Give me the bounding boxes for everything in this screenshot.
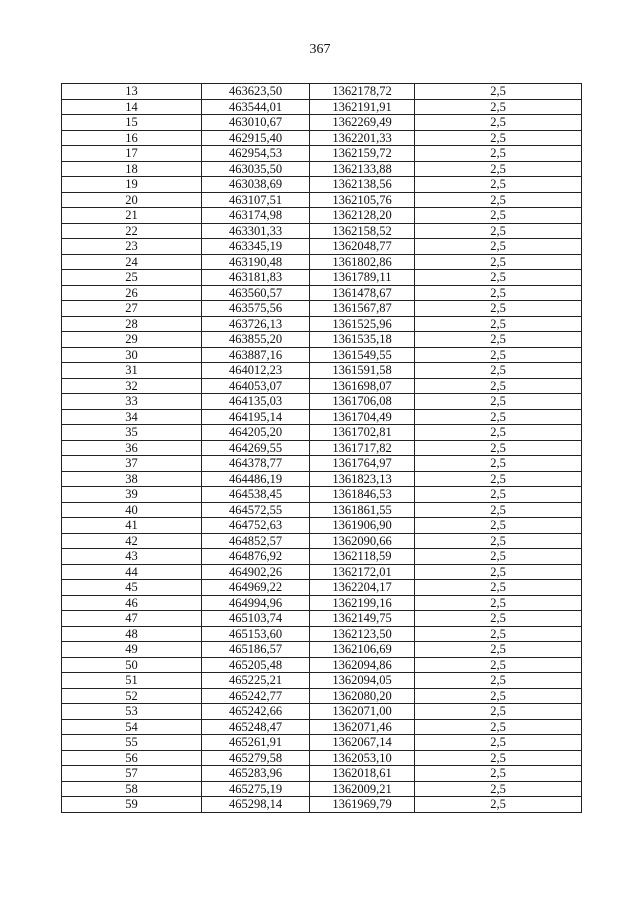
table-row — [62, 549, 582, 565]
y-coordinate-cell: 1362204,17 — [310, 580, 415, 596]
accuracy-cell: 2,5 — [415, 84, 582, 100]
x-coordinate-cell: 464876,92 — [202, 549, 310, 565]
x-coordinate-cell: 464852,57 — [202, 533, 310, 549]
table-row — [62, 254, 582, 270]
table-row — [62, 177, 582, 193]
x-coordinate-cell: 464994,96 — [202, 595, 310, 611]
point-number-cell: 33 — [62, 394, 202, 410]
accuracy-cell: 2,5 — [415, 719, 582, 735]
accuracy-cell: 2,5 — [415, 332, 582, 348]
accuracy-cell: 2,5 — [415, 425, 582, 441]
point-number-cell: 18 — [62, 161, 202, 177]
point-number-cell: 22 — [62, 223, 202, 239]
point-number-cell: 45 — [62, 580, 202, 596]
point-number-cell: 44 — [62, 564, 202, 580]
x-coordinate-cell: 464195,14 — [202, 409, 310, 425]
page-number: 367 — [309, 42, 331, 57]
x-coordinate-cell: 463560,57 — [202, 285, 310, 301]
x-coordinate-cell: 462954,53 — [202, 146, 310, 162]
y-coordinate-cell: 1362201,33 — [310, 130, 415, 146]
point-number-cell: 15 — [62, 115, 202, 131]
table-row — [62, 673, 582, 689]
table-row — [62, 657, 582, 673]
accuracy-cell: 2,5 — [415, 657, 582, 673]
y-coordinate-cell: 1361567,87 — [310, 301, 415, 317]
y-coordinate-cell: 1362071,46 — [310, 719, 415, 735]
x-coordinate-cell: 464135,03 — [202, 394, 310, 410]
point-number-cell: 21 — [62, 208, 202, 224]
accuracy-cell: 2,5 — [415, 502, 582, 518]
accuracy-cell: 2,5 — [415, 797, 582, 813]
accuracy-cell: 2,5 — [415, 564, 582, 580]
table-row — [62, 440, 582, 456]
point-number-cell: 30 — [62, 347, 202, 363]
point-number-cell: 31 — [62, 363, 202, 379]
y-coordinate-cell: 1361704,49 — [310, 409, 415, 425]
table-row — [62, 688, 582, 704]
table-row — [62, 735, 582, 751]
y-coordinate-cell: 1361906,90 — [310, 518, 415, 534]
table-row — [62, 518, 582, 534]
point-number-cell: 29 — [62, 332, 202, 348]
point-number-cell: 54 — [62, 719, 202, 735]
point-number-cell: 51 — [62, 673, 202, 689]
accuracy-cell: 2,5 — [415, 688, 582, 704]
point-number-cell: 59 — [62, 797, 202, 813]
point-number-cell: 39 — [62, 487, 202, 503]
y-coordinate-cell: 1362090,66 — [310, 533, 415, 549]
accuracy-cell: 2,5 — [415, 161, 582, 177]
table-row — [62, 797, 582, 813]
y-coordinate-cell: 1362123,50 — [310, 626, 415, 642]
x-coordinate-cell: 464572,55 — [202, 502, 310, 518]
point-number-cell: 16 — [62, 130, 202, 146]
y-coordinate-cell: 1361764,97 — [310, 456, 415, 472]
y-coordinate-cell: 1362118,59 — [310, 549, 415, 565]
table-row — [62, 595, 582, 611]
x-coordinate-cell: 465242,66 — [202, 704, 310, 720]
table-row — [62, 611, 582, 627]
table-row — [62, 456, 582, 472]
accuracy-cell: 2,5 — [415, 673, 582, 689]
x-coordinate-cell: 465186,57 — [202, 642, 310, 658]
y-coordinate-cell: 1361591,58 — [310, 363, 415, 379]
point-number-cell: 46 — [62, 595, 202, 611]
table-row — [62, 378, 582, 394]
y-coordinate-cell: 1361802,86 — [310, 254, 415, 270]
point-number-cell: 36 — [62, 440, 202, 456]
x-coordinate-cell: 464053,07 — [202, 378, 310, 394]
accuracy-cell: 2,5 — [415, 270, 582, 286]
x-coordinate-cell: 463855,20 — [202, 332, 310, 348]
x-coordinate-cell: 463190,48 — [202, 254, 310, 270]
point-number-cell: 57 — [62, 766, 202, 782]
accuracy-cell: 2,5 — [415, 239, 582, 255]
y-coordinate-cell: 1361549,55 — [310, 347, 415, 363]
point-number-cell: 13 — [62, 84, 202, 100]
y-coordinate-cell: 1362094,05 — [310, 673, 415, 689]
accuracy-cell: 2,5 — [415, 704, 582, 720]
table-row — [62, 239, 582, 255]
point-number-cell: 48 — [62, 626, 202, 642]
accuracy-cell: 2,5 — [415, 750, 582, 766]
accuracy-cell: 2,5 — [415, 223, 582, 239]
point-number-cell: 14 — [62, 99, 202, 115]
table-row — [62, 115, 582, 131]
y-coordinate-cell: 1362009,21 — [310, 781, 415, 797]
y-coordinate-cell: 1362094,86 — [310, 657, 415, 673]
table-row — [62, 208, 582, 224]
x-coordinate-cell: 464269,55 — [202, 440, 310, 456]
x-coordinate-cell: 463345,19 — [202, 239, 310, 255]
y-coordinate-cell: 1362067,14 — [310, 735, 415, 751]
y-coordinate-cell: 1362269,49 — [310, 115, 415, 131]
point-number-cell: 28 — [62, 316, 202, 332]
accuracy-cell: 2,5 — [415, 533, 582, 549]
accuracy-cell: 2,5 — [415, 456, 582, 472]
table-row — [62, 363, 582, 379]
x-coordinate-cell: 463623,50 — [202, 84, 310, 100]
y-coordinate-cell: 1361789,11 — [310, 270, 415, 286]
point-number-cell: 27 — [62, 301, 202, 317]
y-coordinate-cell: 1361478,67 — [310, 285, 415, 301]
table-row — [62, 332, 582, 348]
table-row — [62, 704, 582, 720]
table-row — [62, 487, 582, 503]
table-row — [62, 626, 582, 642]
point-number-cell: 23 — [62, 239, 202, 255]
table-row — [62, 99, 582, 115]
point-number-cell: 40 — [62, 502, 202, 518]
y-coordinate-cell: 1362133,88 — [310, 161, 415, 177]
accuracy-cell: 2,5 — [415, 363, 582, 379]
x-coordinate-cell: 464378,77 — [202, 456, 310, 472]
table-row — [62, 564, 582, 580]
accuracy-cell: 2,5 — [415, 99, 582, 115]
x-coordinate-cell: 464902,26 — [202, 564, 310, 580]
accuracy-cell: 2,5 — [415, 130, 582, 146]
table-row — [62, 750, 582, 766]
accuracy-cell: 2,5 — [415, 611, 582, 627]
table-row — [62, 223, 582, 239]
x-coordinate-cell: 463887,16 — [202, 347, 310, 363]
point-number-cell: 19 — [62, 177, 202, 193]
accuracy-cell: 2,5 — [415, 549, 582, 565]
point-number-cell: 55 — [62, 735, 202, 751]
accuracy-cell: 2,5 — [415, 394, 582, 410]
table-row — [62, 766, 582, 782]
table-row — [62, 409, 582, 425]
accuracy-cell: 2,5 — [415, 580, 582, 596]
y-coordinate-cell: 1362053,10 — [310, 750, 415, 766]
y-coordinate-cell: 1362149,75 — [310, 611, 415, 627]
x-coordinate-cell: 464538,45 — [202, 487, 310, 503]
y-coordinate-cell: 1361823,13 — [310, 471, 415, 487]
x-coordinate-cell: 463107,51 — [202, 192, 310, 208]
x-coordinate-cell: 465279,58 — [202, 750, 310, 766]
y-coordinate-cell: 1362071,00 — [310, 704, 415, 720]
table-row — [62, 781, 582, 797]
table-row — [62, 270, 582, 286]
table-row — [62, 719, 582, 735]
point-number-cell: 41 — [62, 518, 202, 534]
point-number-cell: 24 — [62, 254, 202, 270]
x-coordinate-cell: 463726,13 — [202, 316, 310, 332]
x-coordinate-cell: 465242,77 — [202, 688, 310, 704]
y-coordinate-cell: 1362048,77 — [310, 239, 415, 255]
table-row — [62, 425, 582, 441]
table-row — [62, 301, 582, 317]
point-number-cell: 17 — [62, 146, 202, 162]
accuracy-cell: 2,5 — [415, 766, 582, 782]
accuracy-cell: 2,5 — [415, 595, 582, 611]
x-coordinate-cell: 465261,91 — [202, 735, 310, 751]
x-coordinate-cell: 465103,74 — [202, 611, 310, 627]
accuracy-cell: 2,5 — [415, 471, 582, 487]
x-coordinate-cell: 464486,19 — [202, 471, 310, 487]
accuracy-cell: 2,5 — [415, 440, 582, 456]
point-number-cell: 56 — [62, 750, 202, 766]
table-row — [62, 394, 582, 410]
table-row — [62, 533, 582, 549]
y-coordinate-cell: 1362138,56 — [310, 177, 415, 193]
x-coordinate-cell: 463038,69 — [202, 177, 310, 193]
accuracy-cell: 2,5 — [415, 642, 582, 658]
accuracy-cell: 2,5 — [415, 781, 582, 797]
accuracy-cell: 2,5 — [415, 409, 582, 425]
point-number-cell: 53 — [62, 704, 202, 720]
y-coordinate-cell: 1362018,61 — [310, 766, 415, 782]
x-coordinate-cell: 463010,67 — [202, 115, 310, 131]
x-coordinate-cell: 463575,56 — [202, 301, 310, 317]
table-row — [62, 502, 582, 518]
table-row — [62, 161, 582, 177]
y-coordinate-cell: 1361846,53 — [310, 487, 415, 503]
table-row — [62, 84, 582, 100]
x-coordinate-cell: 464969,22 — [202, 580, 310, 596]
point-number-cell: 32 — [62, 378, 202, 394]
y-coordinate-cell: 1362128,20 — [310, 208, 415, 224]
x-coordinate-cell: 465153,60 — [202, 626, 310, 642]
point-number-cell: 47 — [62, 611, 202, 627]
y-coordinate-cell: 1361706,08 — [310, 394, 415, 410]
x-coordinate-cell: 464205,20 — [202, 425, 310, 441]
x-coordinate-cell: 463181,83 — [202, 270, 310, 286]
coordinates-table — [61, 83, 582, 813]
y-coordinate-cell: 1362199,16 — [310, 595, 415, 611]
x-coordinate-cell: 465225,21 — [202, 673, 310, 689]
point-number-cell: 37 — [62, 456, 202, 472]
y-coordinate-cell: 1362159,72 — [310, 146, 415, 162]
accuracy-cell: 2,5 — [415, 301, 582, 317]
table-row — [62, 192, 582, 208]
y-coordinate-cell: 1362105,76 — [310, 192, 415, 208]
x-coordinate-cell: 462915,40 — [202, 130, 310, 146]
point-number-cell: 49 — [62, 642, 202, 658]
point-number-cell: 25 — [62, 270, 202, 286]
y-coordinate-cell: 1362172,01 — [310, 564, 415, 580]
point-number-cell: 50 — [62, 657, 202, 673]
y-coordinate-cell: 1362178,72 — [310, 84, 415, 100]
y-coordinate-cell: 1361525,96 — [310, 316, 415, 332]
x-coordinate-cell: 465275,19 — [202, 781, 310, 797]
y-coordinate-cell: 1362158,52 — [310, 223, 415, 239]
x-coordinate-cell: 465298,14 — [202, 797, 310, 813]
table-row — [62, 130, 582, 146]
point-number-cell: 42 — [62, 533, 202, 549]
accuracy-cell: 2,5 — [415, 518, 582, 534]
accuracy-cell: 2,5 — [415, 316, 582, 332]
accuracy-cell: 2,5 — [415, 626, 582, 642]
point-number-cell: 20 — [62, 192, 202, 208]
x-coordinate-cell: 464752,63 — [202, 518, 310, 534]
table-row — [62, 580, 582, 596]
accuracy-cell: 2,5 — [415, 208, 582, 224]
x-coordinate-cell: 463301,33 — [202, 223, 310, 239]
accuracy-cell: 2,5 — [415, 177, 582, 193]
coordinates-table-body — [62, 84, 582, 813]
accuracy-cell: 2,5 — [415, 378, 582, 394]
y-coordinate-cell: 1361717,82 — [310, 440, 415, 456]
y-coordinate-cell: 1361861,55 — [310, 502, 415, 518]
accuracy-cell: 2,5 — [415, 487, 582, 503]
y-coordinate-cell: 1362080,20 — [310, 688, 415, 704]
accuracy-cell: 2,5 — [415, 192, 582, 208]
point-number-cell: 34 — [62, 409, 202, 425]
table-row — [62, 347, 582, 363]
x-coordinate-cell: 463035,50 — [202, 161, 310, 177]
table-row — [62, 642, 582, 658]
x-coordinate-cell: 465248,47 — [202, 719, 310, 735]
point-number-cell: 52 — [62, 688, 202, 704]
table-row — [62, 471, 582, 487]
accuracy-cell: 2,5 — [415, 146, 582, 162]
table-row — [62, 146, 582, 162]
point-number-cell: 58 — [62, 781, 202, 797]
y-coordinate-cell: 1362106,69 — [310, 642, 415, 658]
accuracy-cell: 2,5 — [415, 735, 582, 751]
accuracy-cell: 2,5 — [415, 115, 582, 131]
point-number-cell: 43 — [62, 549, 202, 565]
point-number-cell: 35 — [62, 425, 202, 441]
table-row — [62, 285, 582, 301]
y-coordinate-cell: 1361702,81 — [310, 425, 415, 441]
accuracy-cell: 2,5 — [415, 254, 582, 270]
x-coordinate-cell: 465283,96 — [202, 766, 310, 782]
accuracy-cell: 2,5 — [415, 347, 582, 363]
x-coordinate-cell: 464012,23 — [202, 363, 310, 379]
point-number-cell: 26 — [62, 285, 202, 301]
y-coordinate-cell: 1362191,91 — [310, 99, 415, 115]
table-row — [62, 316, 582, 332]
x-coordinate-cell: 463544,01 — [202, 99, 310, 115]
accuracy-cell: 2,5 — [415, 285, 582, 301]
y-coordinate-cell: 1361535,18 — [310, 332, 415, 348]
x-coordinate-cell: 465205,48 — [202, 657, 310, 673]
x-coordinate-cell: 463174,98 — [202, 208, 310, 224]
y-coordinate-cell: 1361698,07 — [310, 378, 415, 394]
y-coordinate-cell: 1361969,79 — [310, 797, 415, 813]
point-number-cell: 38 — [62, 471, 202, 487]
